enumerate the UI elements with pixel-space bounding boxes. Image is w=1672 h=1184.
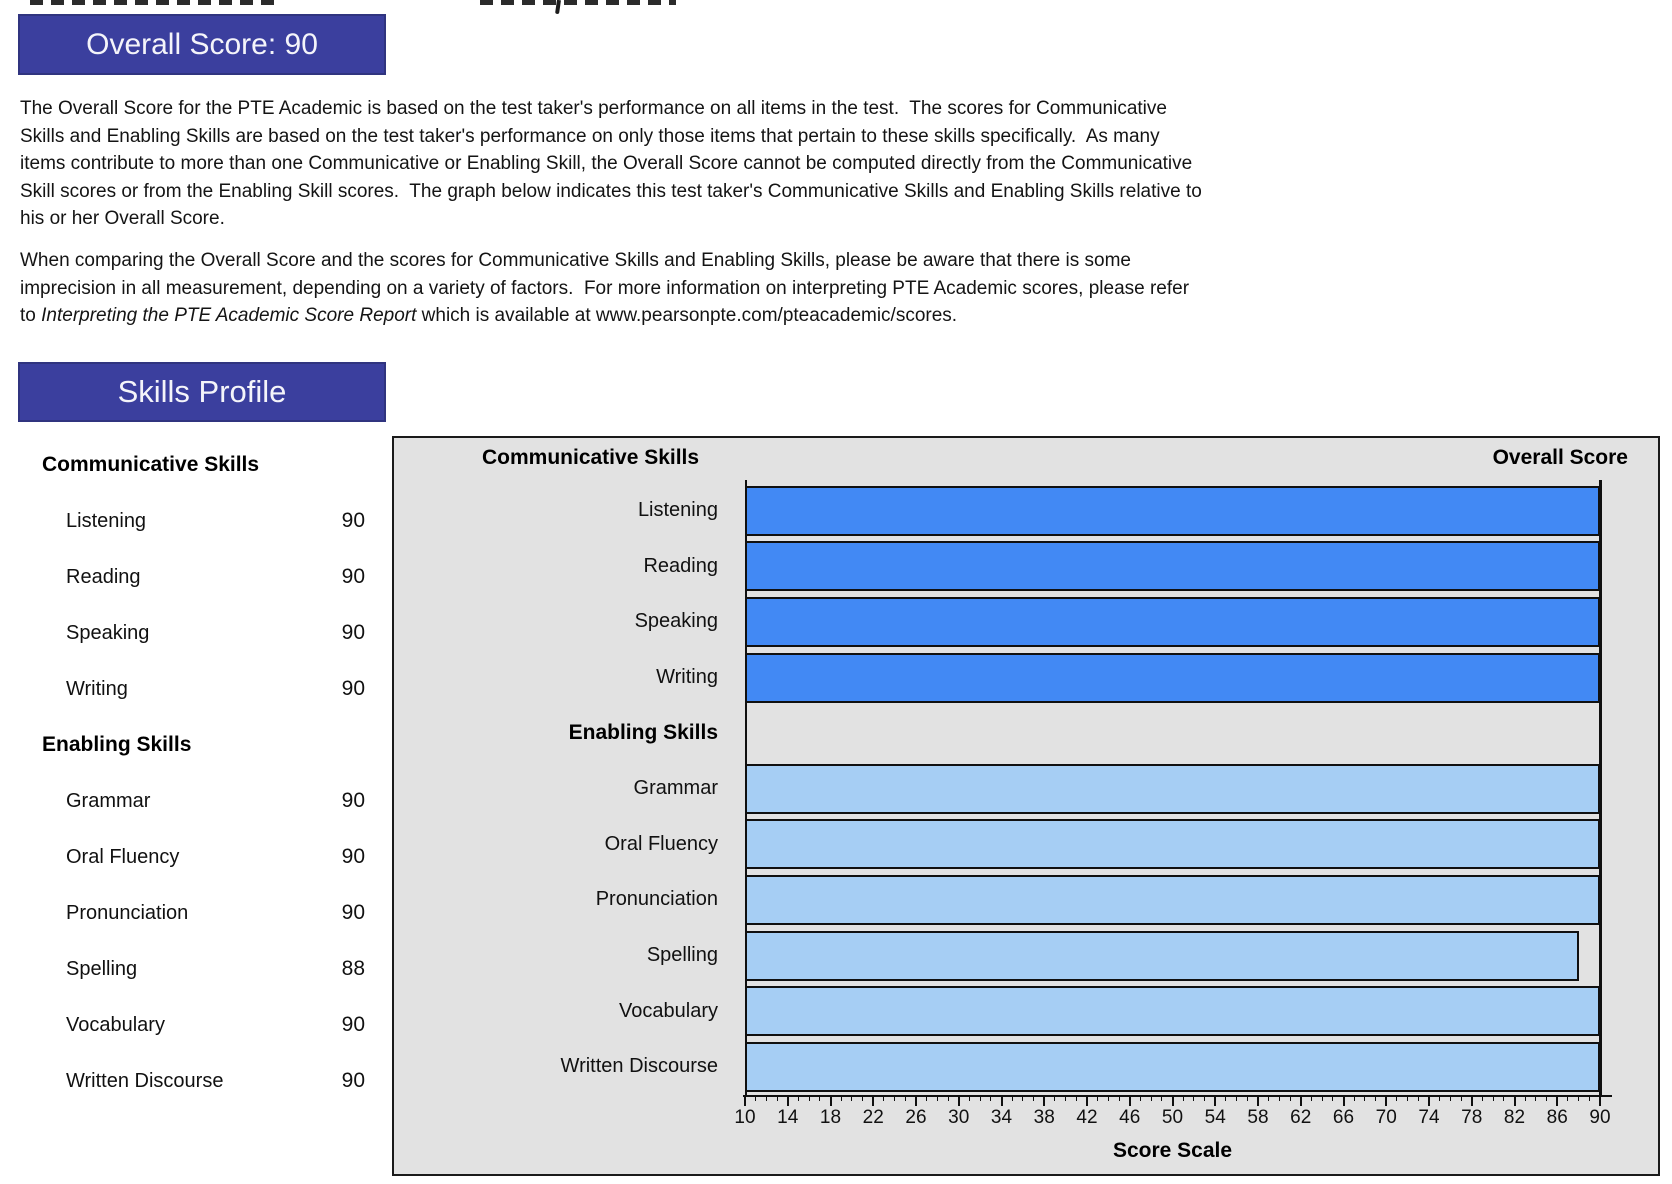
axis-minor-tick <box>1012 1095 1013 1101</box>
axis-tick-label: 62 <box>1290 1107 1312 1128</box>
axis-minor-tick <box>1322 1095 1323 1101</box>
axis-major-tick <box>830 1095 832 1106</box>
axis-major-tick <box>1043 1095 1045 1106</box>
axis-minor-tick <box>1290 1095 1291 1101</box>
axis-major-tick <box>915 1095 917 1106</box>
axis-minor-tick <box>1033 1095 1034 1101</box>
list-item-label: Speaking <box>66 621 150 644</box>
axis-tick-label: 30 <box>948 1107 970 1128</box>
axis-minor-tick <box>1204 1095 1205 1101</box>
axis-minor-tick <box>841 1095 842 1101</box>
axis-minor-tick <box>1054 1095 1055 1101</box>
axis-tick-label: 22 <box>862 1107 884 1128</box>
axis-minor-tick <box>1332 1095 1333 1101</box>
skills-list <box>20 437 365 1109</box>
list-section-header: Enabling Skills <box>42 733 192 756</box>
axis-minor-tick <box>1268 1095 1269 1101</box>
list-item-score: 90 <box>341 789 365 812</box>
axis-minor-tick <box>1183 1095 1184 1101</box>
axis-major-tick <box>958 1095 960 1106</box>
chart-row-label: Reading <box>643 554 718 577</box>
list-section-header-row <box>20 717 365 773</box>
paragraph-text: When comparing the Overall Score and the scores for Communicative Skills and Enabling Skills, please be aware that there is some imprecision in all measurement, depending on a variety of factors. For more information on interpreting PTE Academic scores, please refer to <box>20 250 1195 326</box>
axis-minor-tick <box>1482 1095 1483 1101</box>
axis-tick-label: 34 <box>990 1107 1013 1128</box>
axis-minor-tick <box>1151 1095 1152 1101</box>
axis-tick-label: 78 <box>1461 1107 1483 1128</box>
axis-major-tick <box>1343 1095 1345 1106</box>
axis-major-tick <box>1471 1095 1473 1106</box>
list-item-score: 88 <box>341 957 365 980</box>
axis-minor-tick <box>1418 1095 1419 1101</box>
axis-minor-tick <box>1439 1095 1440 1101</box>
axis-minor-tick <box>1578 1095 1579 1101</box>
chart-bar-writing <box>745 653 1600 703</box>
axis-major-tick <box>1514 1095 1516 1106</box>
axis-minor-tick <box>883 1095 884 1101</box>
axis-tick-label: 50 <box>1161 1107 1184 1128</box>
list-item <box>20 1053 365 1109</box>
skills-profile-label: Skills Profile <box>117 374 287 409</box>
axis-major-tick <box>1300 1095 1302 1106</box>
axis-minor-tick <box>1076 1095 1077 1101</box>
axis-minor-tick <box>1364 1095 1365 1101</box>
chart-row-label: Speaking <box>634 610 718 633</box>
axis-major-tick <box>1086 1095 1088 1106</box>
chart-row-label: Written Discourse <box>560 1055 718 1078</box>
overall-score-label: Overall Score: 90 <box>86 27 318 61</box>
axis-minor-tick <box>894 1095 895 1101</box>
axis-minor-tick <box>851 1095 852 1101</box>
axis-minor-tick <box>1354 1095 1355 1101</box>
axis-tick-label: 26 <box>905 1107 927 1128</box>
chart-row-label: Oral Fluency <box>604 832 718 855</box>
axis-minor-tick <box>1022 1095 1023 1101</box>
axis-minor-tick <box>755 1095 756 1101</box>
chart-row-label: Listening <box>637 499 718 522</box>
axis-minor-tick <box>1461 1095 1462 1101</box>
axis-tick-label: 38 <box>1033 1107 1055 1128</box>
axis-tick-label: 10 <box>734 1107 756 1128</box>
axis-minor-tick <box>819 1095 820 1101</box>
axis-major-tick <box>1428 1095 1430 1106</box>
list-item-score: 90 <box>341 677 365 700</box>
axis-minor-tick <box>1247 1095 1248 1101</box>
chart-row-label: Pronunciation <box>595 888 718 911</box>
axis-tick-label: 82 <box>1503 1107 1526 1128</box>
list-item-score: 90 <box>341 565 365 588</box>
list-item-score: 90 <box>341 901 365 924</box>
list-item <box>20 829 365 885</box>
axis-tick-label: 70 <box>1375 1107 1397 1128</box>
axis-minor-tick <box>926 1095 927 1101</box>
axis-tick-label: 46 <box>1119 1107 1141 1128</box>
list-item-label: Listening <box>66 509 147 532</box>
axis-minor-tick <box>1225 1095 1226 1101</box>
axis-minor-tick <box>990 1095 991 1101</box>
axis-tick-label: 66 <box>1332 1107 1355 1128</box>
axis-minor-tick <box>809 1095 810 1101</box>
axis-major-tick <box>1556 1095 1558 1106</box>
list-item <box>20 661 365 717</box>
chart-bar-vocabulary <box>745 986 1600 1036</box>
axis-tick-label: 90 <box>1589 1107 1611 1128</box>
axis-minor-tick <box>1119 1095 1120 1101</box>
chart-row-label: Spelling <box>646 944 718 967</box>
cropped-text-fragment <box>30 0 282 5</box>
chart-section-header: Enabling Skills <box>568 721 718 745</box>
list-item-label: Writing <box>66 677 128 700</box>
list-item-score: 90 <box>341 1013 365 1036</box>
axis-major-tick <box>744 1095 746 1106</box>
list-item-label: Reading <box>66 565 141 588</box>
list-section-header-row <box>20 437 365 493</box>
chart-bar-oral-fluency <box>745 819 1600 869</box>
axis-minor-tick <box>766 1095 767 1101</box>
chart-title-overall-score: Overall Score <box>1492 446 1628 469</box>
axis-minor-tick <box>937 1095 938 1101</box>
document-title-italic: Interpreting the PTE Academic Score Report <box>41 305 417 326</box>
axis-minor-tick <box>1161 1095 1162 1101</box>
cropped-text-fragment <box>480 0 676 5</box>
axis-minor-tick <box>1108 1095 1109 1101</box>
list-item-label: Spelling <box>66 957 138 980</box>
axis-tick-label: 18 <box>819 1107 842 1128</box>
axis-minor-tick <box>1065 1095 1066 1101</box>
list-item-label: Written Discourse <box>66 1069 224 1092</box>
chart-bar-reading <box>745 541 1600 591</box>
axis-minor-tick <box>980 1095 981 1101</box>
axis-minor-tick <box>1396 1095 1397 1101</box>
list-item-score: 90 <box>341 845 365 868</box>
chart-bar-written-discourse <box>745 1042 1600 1092</box>
list-item <box>20 773 365 829</box>
chart-title-communicative-skills: Communicative Skills <box>482 446 700 469</box>
list-item <box>20 549 365 605</box>
axis-major-tick <box>1385 1095 1387 1106</box>
axis-tick-label: 42 <box>1076 1107 1098 1128</box>
axis-minor-tick <box>1589 1095 1590 1101</box>
axis-minor-tick <box>1311 1095 1312 1101</box>
chart-bar-speaking <box>745 597 1600 647</box>
list-item-score: 90 <box>341 1069 365 1092</box>
axis-major-tick <box>1257 1095 1259 1106</box>
axis-major-tick <box>1001 1095 1003 1106</box>
overall-score-badge <box>18 14 386 75</box>
axis-minor-tick <box>1567 1095 1568 1101</box>
axis-minor-tick <box>969 1095 970 1101</box>
axis-minor-tick <box>862 1095 863 1101</box>
axis-minor-tick <box>1375 1095 1376 1101</box>
left-axis-line <box>745 480 747 1097</box>
list-item <box>20 885 365 941</box>
axis-minor-tick <box>905 1095 906 1101</box>
axis-tick-label: 54 <box>1204 1107 1226 1128</box>
list-item <box>20 605 365 661</box>
list-item <box>20 941 365 997</box>
axis-major-tick <box>872 1095 874 1106</box>
axis-minor-tick <box>1236 1095 1237 1101</box>
chart-bar-spelling <box>745 931 1579 981</box>
chart-bar-listening <box>745 486 1600 536</box>
axis-minor-tick <box>798 1095 799 1101</box>
list-item-label: Pronunciation <box>66 901 189 924</box>
axis-major-tick <box>1129 1095 1131 1106</box>
list-item <box>20 493 365 549</box>
axis-tick-label: 74 <box>1418 1107 1440 1128</box>
axis-minor-tick <box>1193 1095 1194 1101</box>
axis-major-tick <box>787 1095 789 1106</box>
chart-panel <box>392 436 1660 1176</box>
axis-minor-tick <box>1525 1095 1526 1101</box>
chart-row-label: Vocabulary <box>619 999 718 1022</box>
overall-score-reference-line <box>1599 480 1602 1097</box>
axis-minor-tick <box>1493 1095 1494 1101</box>
axis-title: Score Scale <box>1112 1139 1233 1162</box>
chart-row-label: Grammar <box>633 777 718 800</box>
axis-minor-tick <box>1450 1095 1451 1101</box>
axis-minor-tick <box>948 1095 949 1101</box>
list-item-score: 90 <box>341 621 365 644</box>
axis-minor-tick <box>1140 1095 1141 1101</box>
interpretation-paragraph <box>20 247 1208 330</box>
axis-minor-tick <box>1503 1095 1504 1101</box>
skills-profile-badge <box>18 362 386 422</box>
axis-minor-tick <box>777 1095 778 1101</box>
paragraph-text-with-url: which is available at www.pearsonpte.com/pteacademic/scores. <box>416 305 958 326</box>
axis-tick-label: 58 <box>1247 1107 1269 1128</box>
axis-major-tick <box>1599 1095 1601 1106</box>
axis-minor-tick <box>1546 1095 1547 1101</box>
axis-tick-label: 86 <box>1546 1107 1568 1128</box>
axis-major-tick <box>1214 1095 1216 1106</box>
chart-row-label: Writing <box>656 666 718 689</box>
axis-tick-label: 14 <box>777 1107 799 1128</box>
cropped-text-descender <box>555 0 561 14</box>
list-item-score: 90 <box>341 509 365 532</box>
axis-minor-tick <box>1407 1095 1408 1101</box>
axis-minor-tick <box>1535 1095 1536 1101</box>
axis-minor-tick <box>1097 1095 1098 1101</box>
intro-paragraph: The Overall Score for the PTE Academic is based on the test taker's performance on all items in the test. The scores for Communicative Skills and Enabling Skills are based on the test taker's performance on only those items that pertain to these skills specifically. As many items contribute to more than one Communicative or Enabling Skill, the Overall Score cannot be computed directly from the Communicative Skill scores or from the Enabling Skill scores. The graph below indicates this test taker's Communicative Skills and Enabling Skills relative to his or her Overall Score. <box>20 98 1208 229</box>
axis-major-tick <box>1172 1095 1174 1106</box>
axis-minor-tick <box>1279 1095 1280 1101</box>
list-item-label: Vocabulary <box>66 1013 165 1036</box>
list-section-header: Communicative Skills <box>42 453 260 476</box>
chart-bar-pronunciation <box>745 875 1600 925</box>
list-item <box>20 997 365 1053</box>
list-item-label: Oral Fluency <box>66 845 180 868</box>
list-item-label: Grammar <box>66 789 151 812</box>
chart-bar-grammar <box>745 764 1600 814</box>
